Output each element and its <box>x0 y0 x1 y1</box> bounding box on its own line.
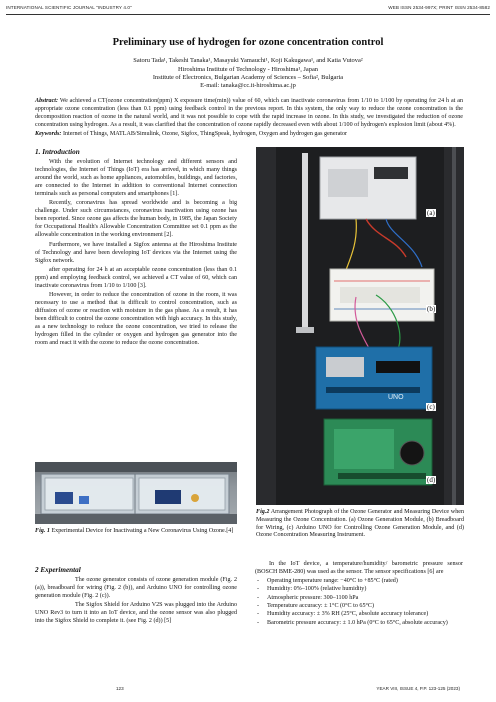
affiliation-1: Hiroshima Institute of Technology - Hiroshima¹, Japan <box>178 66 318 73</box>
sensor-section <box>255 560 463 627</box>
figure-2-photo <box>256 147 464 505</box>
keywords <box>35 130 463 138</box>
sensor-spec-list <box>255 577 463 627</box>
abstract-text: We achieved a CT(ozone concentration(ppm) X exposure time(min)) value of 60, which can inactivate coronavirus from 1/10 to 1/100 by operating for 24 h at an appropriate ozone concentration (less than 0.1 ppm) using feedback control in the previous report. In this system, the only way to reduce the ozone concentration is the decomposition reaction of ozone in the natural world, and it was not possible to cope with the rapid increase in ozone. In this study, we investigated the reduction of ozone concentration using hydrogen. As a result, it was clarified that the concentration of ozone rapidly decreased even with about 1/100 of hydrogen's explosion limit (about 4%). <box>35 98 463 129</box>
affiliation-2: Institute of Electronics, Bulgarian Academy of Sciences – Sofia², Bulgaria <box>152 74 344 81</box>
keywords-label: Keywords: <box>35 131 62 137</box>
header-rule <box>6 14 490 15</box>
issn-info: WEB ISSN 2534-997X; PRINT ISSN 2534-8582 <box>388 5 490 10</box>
author-email: E-mail: tanaka@cc.it-hiroshima.ac.jp <box>200 82 296 89</box>
author-list: Satoru Tada¹, Takeshi Tanaka¹, Masayuki Yamauchi¹, Koji Kakugawa¹, and Katia Vutova² <box>133 57 363 64</box>
page-number: 123 <box>116 686 124 691</box>
abstract <box>35 97 463 129</box>
experimental-paragraph: The Sigfox Shield for Arduino V2S was plugged into the Arduino UNO Rev3 to turn it into an IoT device, and the ozone sensor was also plugged into the Sigfox Shield to complete it. (see Fig. 2 (d)) [5] <box>35 602 237 625</box>
figure-2-label: Fig.2 <box>256 509 270 515</box>
svg-text:UNO: UNO <box>388 394 404 401</box>
figure-2-caption-text: Arrangement Photograph of the Ozone Generator and Measuring Device when Measuring the Ozone Concentration. (a) Ozone Generation Module, (b) Breadboard for Wiring, (c) Arduino UNO for Controlling Ozone Generation Module, and (d) Ozone Concentration Measuring Instrument. <box>256 509 464 539</box>
introduction-section <box>35 148 237 348</box>
list-item: - Humidity: 0%–100% (relative humidity) <box>255 585 463 593</box>
experimental-section <box>35 566 237 626</box>
intro-paragraph: Furthermore, we have installed a Sigfox antenna at the Hiroshima Institute of Technology and have been developing IoT devices via the Internet using the Sigfox network. <box>35 241 237 264</box>
figure-2-caption <box>256 509 464 540</box>
figure-2-label-c: (c) <box>427 403 435 411</box>
experimental-heading: 2 Experimental <box>35 566 81 574</box>
list-item: - Humidity accuracy: ± 3% RH (25°C, absolute accuracy tolerance) <box>255 610 463 618</box>
figure-2-drawing <box>256 147 464 505</box>
figure-1-caption-text: Experimental Device for Inactivating a New Coronavirus Using Ozone.[4] <box>51 528 234 534</box>
paper-title: Preliminary use of hydrogen for ozone concentration control <box>112 37 384 48</box>
intro-paragraph: Recently, coronavirus has spread worldwide and is becoming a big challenge. Under such circumstances, coronavirus inactivation using ozone has been reported. Since ozone gas affects the human body, in 1985, the Japan Society for Occupational Health's Allowable Concentration Committee set 0.1 ppm as the allowable concentration in the working environment [2]. <box>35 200 237 239</box>
figure-1-drawing <box>35 462 237 524</box>
intro-paragraph: With the evolution of Internet technology and different sensors and technologies, the Internet of Things (IoT) era has arrived, in which many things around the world, such as home appliances, automobiles, buildings, and factories, are connected to the Internet in addition to conventional Internet connection terminals such as personal computers and smartphones [1]. <box>35 159 237 198</box>
figure-1-caption <box>35 528 237 536</box>
keywords-text: Internet of Things, MATLAB/Simulink, Ozone, Sigfox, ThingSpeak, hydrogen, Oxygen and hydrogen gas generator <box>62 131 348 137</box>
figure-1-photo <box>35 462 237 524</box>
journal-name: INTERNATIONAL SCIENTIFIC JOURNAL "INDUSTRY 4.0" <box>6 5 132 10</box>
figure-1-label: Fig. 1 <box>35 528 50 534</box>
experimental-paragraph: The ozone generator consists of ozone generation module (Fig. 2 (a)), breadboard for wiring (Fig. 2 (b)), and Arduino UNO for controlling ozone generation module (Fig. 2 (c)). <box>35 577 237 600</box>
list-item: - Barometric pressure accuracy: ± 1.0 hPa (0°C to 65°C, absolute accuracy) <box>255 619 463 627</box>
figure-2-label-b: (b) <box>427 305 436 313</box>
list-item: - Atmospheric pressure: 300–1100 hPa <box>255 594 463 602</box>
iot-paragraph: In the IoT device, a temperature/humidity/ barometric pressure sensor (BOSCH BME-280) was used as the sensor. The sensor specifications [6] are <box>255 561 463 576</box>
list-item: - Temperature accuracy: ± 1°C (0°C to 65°C) <box>255 602 463 610</box>
figure-2-label-a: (a) <box>427 209 435 217</box>
volume-info: YEAR VIII, ISSUE 4, P.P. 123-125 (2023) <box>376 686 460 691</box>
intro-paragraph: However, in order to reduce the concentration of ozone in the room, it was necessary to use a method that is difficult to control concentration, such as diffusion of ozone or reaction with moisture in the gas phase. As a result, it has been difficult to control the ozone concentration with high accuracy. In this study, as a new technology to reduce the ozone concentration, we tried to release the hydrogen filled in the cylinder or oxygen and hydrogen gas generator into the room and react it with the ozone to reduce the ozone concentration. <box>35 291 237 347</box>
figure-2-label-d: (d) <box>427 476 436 484</box>
introduction-heading: 1. Introduction <box>35 148 80 156</box>
list-item: - Operating temperature range: −40°C to +85°C (rated) <box>255 577 463 585</box>
abstract-label: Abstract: <box>35 98 59 104</box>
intro-paragraph: after operating for 24 h at an acceptable ozone concentration (less than 0.1 ppm) and employing feedback control, we achieved a CT value of 60, which can inactivate coronavirus from 1/10 to 1/100 [3]. <box>35 266 237 289</box>
